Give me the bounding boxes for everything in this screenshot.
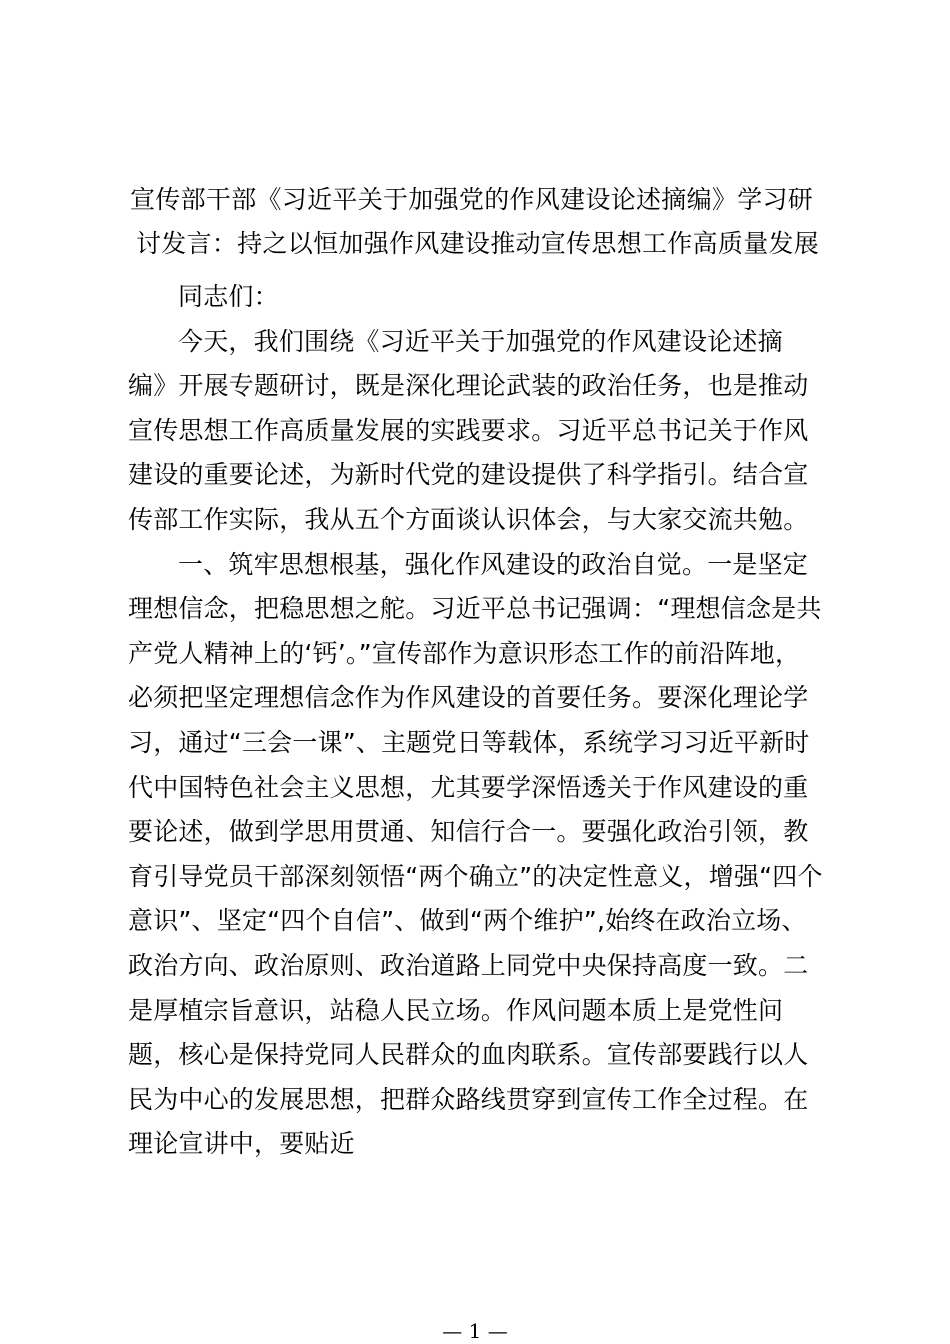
paragraph-line: 代中国特色社会主义思想，尤其要学深悟透关于作风建设的重 [128, 772, 809, 802]
paragraph-line: 理论宣讲中，要贴近 [128, 1129, 355, 1159]
paragraph-line: 习，通过“三会一课”、主题党日等载体，系统学习习近平新时 [128, 727, 810, 757]
paragraph-line: 题，核心是保持党同人民群众的血肉联系。宣传部要践行以人 [128, 1040, 809, 1070]
paragraph-line: 产党人精神上的‘钙’。”宣传部作为意识形态工作的前沿阵地， [128, 638, 801, 668]
paragraph-line: 是厚植宗旨意识，站稳人民立场。作风问题本质上是党性问 [128, 995, 784, 1025]
salutation: 同志们： [178, 282, 279, 311]
paragraph-line: 一、筑牢思想根基，强化作风建设的政治自觉。一是坚定 [178, 549, 809, 579]
paragraph-line: 民为中心的发展思想，把群众路线贯穿到宣传工作全过程。在 [128, 1084, 809, 1114]
paragraph-line: 理想信念，把稳思想之舵。习近平总书记强调：“理想信念是共 [128, 594, 822, 624]
paragraph-line: 建设的重要论述，为新时代党的建设提供了科学指引。结合宣 [128, 460, 809, 490]
document-body [128, 275, 833, 1167]
title-line-2: 讨发言：持之以恒加强作风建设推动宣传思想工作高质量发展 [136, 229, 820, 258]
paragraph-line: 意识”、坚定“四个自信”、做到“两个维护”,始终在政治立场、 [128, 906, 807, 936]
paragraph-line: 编》开展专题研讨，既是深化理论武装的政治任务，也是推动 [128, 371, 809, 401]
document-title [130, 178, 830, 266]
paragraph-line: 必须把坚定理想信念作为作风建设的首要任务。要深化理论学 [128, 683, 809, 713]
paragraph-line: 今天，我们围绕《习近平关于加强党的作风建设论述摘 [178, 326, 783, 356]
paragraph-line: 政治方向、政治原则、政治道路上同党中央保持高度一致。二 [128, 950, 809, 980]
paragraph-line: 育引导党员干部深刻领悟“两个确立”的决定性意义，增强“四个 [128, 861, 823, 891]
title-line-1: 宣传部干部《习近平关于加强党的作风建设论述摘编》学习研 [130, 185, 814, 214]
page-number: — 1 — [442, 1319, 508, 1343]
paragraph-line: 传部工作实际，我从五个方面谈认识体会，与大家交流共勉。 [128, 504, 809, 534]
paragraph-line: 要论述，做到学思用贯通、知信行合一。要强化政治引领，教 [128, 817, 809, 847]
paragraph-line: 宣传思想工作高质量发展的实践要求。习近平总书记关于作风 [128, 415, 809, 445]
